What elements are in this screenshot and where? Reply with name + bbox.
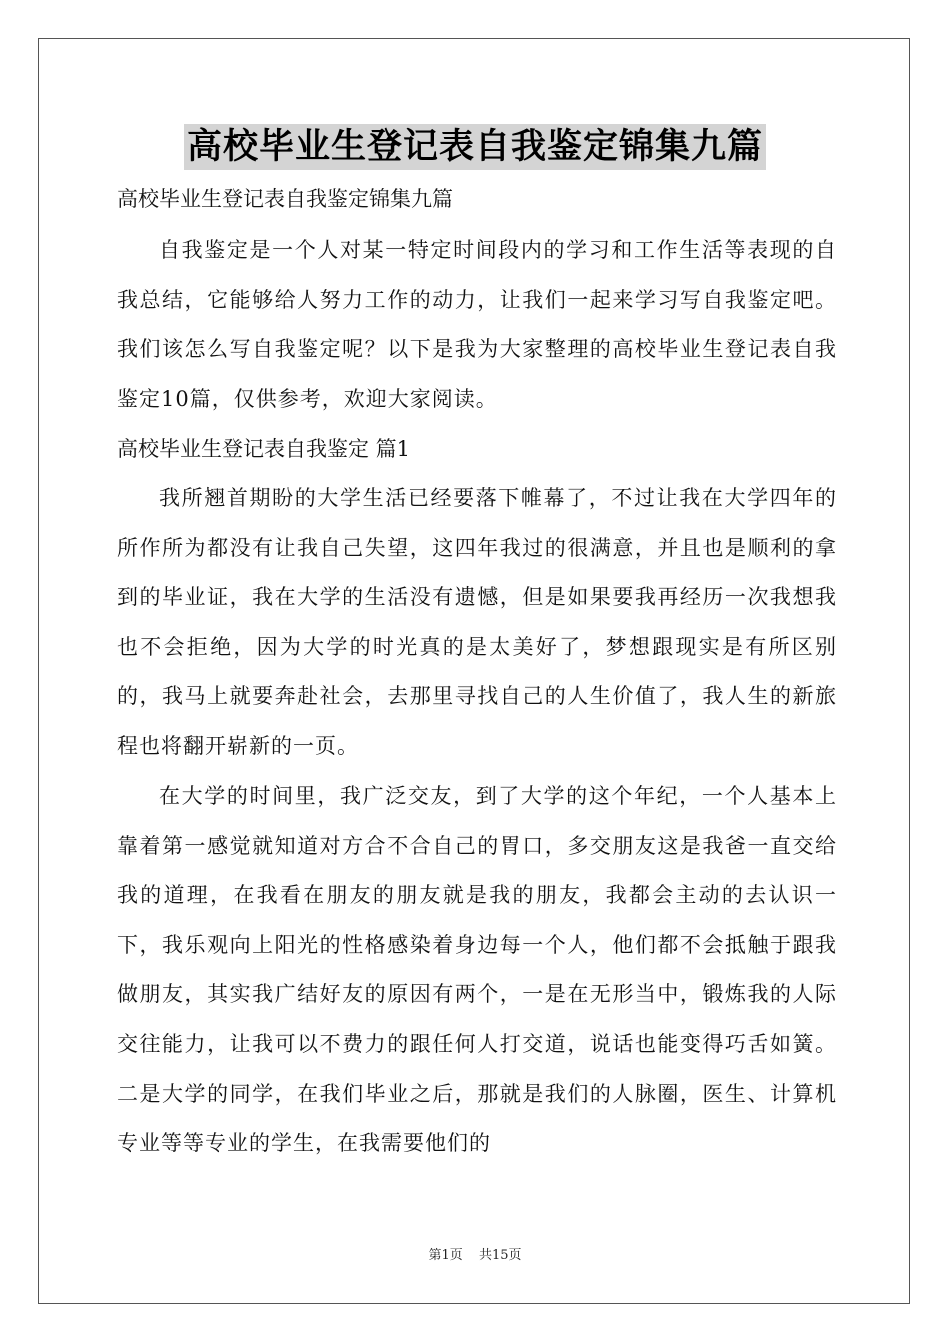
body-paragraph-1: 我所翘首期盼的大学生活已经要落下帷幕了，不过让我在大学四年的所作所为都没有让我自己失望，这四年我过的很满意，并且也是顺利的拿到的毕业证，我在大学的生活没有遗憾，但是如果要我再经历一次我想我也不会拒绝，因为大学的时光真的是太美好了，梦想跟现实是有所区别的，我马上就要奔赴社会，去那里寻找自己的人生价值了，我人生的新旅程也将翻开崭新的一页。: [117, 486, 837, 758]
page-total: 共15页: [478, 1248, 522, 1263]
body-paragraph-2: 在大学的时间里，我广泛交友，到了大学的这个年纪，一个人基本上靠着第一感觉就知道对方合不合自己的胃口，多交朋友这是我爸一直交给我的道理，在我看在朋友的朋友就是我的朋友，我都会主动的去认识一下，我乐观向上阳光的性格感染着身边每一个人，他们都不会抵触于跟我做朋友，其实我广结好友的原因有两个，一是在无形当中，锻炼我的人际交往能力，让我可以不费力的跟任何人打交道，说话也能变得巧舌如簧。二是大学的同学，在我们毕业之后，那就是我们的人脉圈，医生、计算机专业等等专业的学生，在我需要他们的: [117, 784, 837, 1156]
document-subtitle: 高校毕业生登记表自我鉴定锦集九篇: [117, 187, 453, 211]
document-title: 高校毕业生登记表自我鉴定锦集九篇: [184, 124, 766, 170]
section-heading: 高校毕业生登记表自我鉴定 篇1: [117, 437, 411, 461]
page-number: 第1页: [428, 1248, 463, 1263]
intro-paragraph: 自我鉴定是一个人对某一特定时间段内的学习和工作生活等表现的自我总结，它能够给人努力工作的动力，让我们一起来学习写自我鉴定吧。我们该怎么写自我鉴定呢？以下是我为大家整理的高校毕业生登记表自我鉴定10篇，仅供参考，欢迎大家阅读。: [117, 238, 837, 411]
title-container: [0, 124, 950, 170]
page-footer: [0, 1244, 950, 1263]
